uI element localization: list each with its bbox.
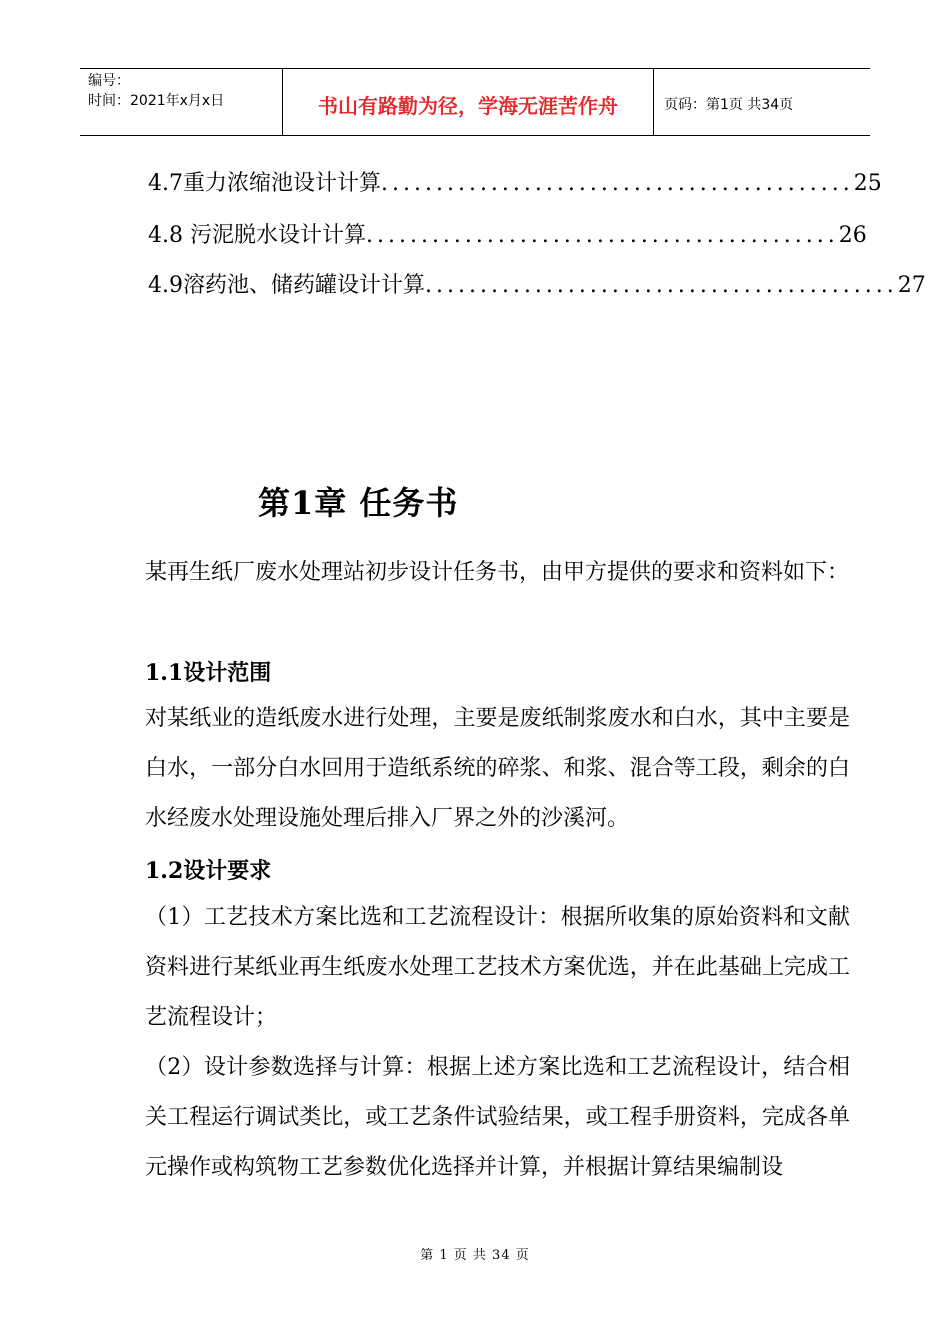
chapter-title: 第1章 任务书: [258, 484, 459, 522]
section-heading-scope: 1.1设计范围: [145, 660, 272, 686]
toc-entry-page: 26: [838, 223, 867, 248]
toc-entry-title: 4.9溶药池、储药罐设计计算: [148, 273, 425, 298]
header-motto: 书山有路勤为径，学海无涯苦作舟: [282, 69, 654, 135]
requirement-paragraph-2: （2）设计参数选择与计算：根据上述方案比选和工艺流程设计，结合相关工程运行调试类比，或工艺条件试验结果，或工程手册资料，完成各单元操作或构筑物工艺参数优化选择并计算，并根据计算结果编制设: [145, 1055, 850, 1180]
toc-entry-page: 27: [897, 273, 926, 298]
section-heading-requirements: 1.2设计要求: [145, 858, 272, 884]
toc-entry-dots: ...........................................: [425, 273, 898, 298]
toc-entry: [148, 268, 926, 299]
requirement-paragraph-1: （1）工艺技术方案比选和工艺流程设计：根据所收集的原始资料和文献资料进行某纸业再生纸废水处理工艺技术方案优选，并在此基础上完成工艺流程设计；: [145, 905, 850, 1030]
page-footer: 第 1 页 共 34 页: [420, 1248, 530, 1263]
header-time-label: 时间：2021年x月x日: [88, 93, 225, 109]
page-header: [80, 68, 870, 136]
chapter-intro: 某再生纸厂废水处理站初步设计任务书，由甲方提供的要求和资料如下：: [145, 560, 850, 585]
toc-entry-page: 25: [853, 171, 882, 196]
toc-entry-title: 4.7重力浓缩池设计计算: [148, 171, 381, 196]
toc-entry-dots: ...........................................: [365, 223, 839, 248]
toc-entry-title: 4.8 污泥脱水设计计算: [148, 223, 366, 248]
toc-entry: [148, 166, 882, 197]
toc-entry-dots: ...........................................: [381, 171, 854, 196]
header-page-info: 页码：第1页 共34页: [664, 97, 794, 113]
header-meta: [80, 69, 282, 135]
section-scope-paragraph: 对某纸业的造纸废水进行处理，主要是废纸制浆废水和白水，其中主要是白水，一部分白水回用于造纸系统的碎浆、和浆、混合等工段，剩余的白水经废水处理设施处理后排入厂界之外的沙溪河。: [145, 706, 850, 831]
toc-entry: [148, 218, 867, 249]
header-number-label: 编号：: [88, 73, 130, 89]
